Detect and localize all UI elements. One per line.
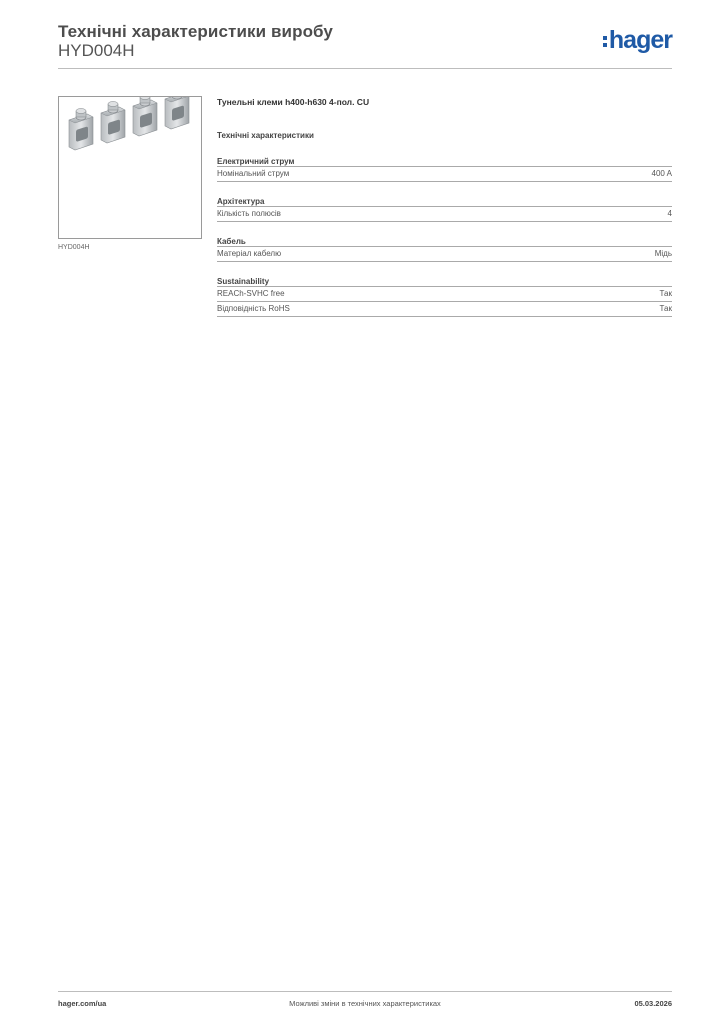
spec-value: 400 A xyxy=(651,169,672,178)
spec-group-sustainability xyxy=(217,276,672,317)
footer-divider xyxy=(58,991,672,992)
photo-caption: HYD004H xyxy=(58,244,90,251)
logo-colon-icon xyxy=(603,34,608,48)
product-code: HYD004H xyxy=(58,41,135,60)
spec-group-title: Електричний струм xyxy=(217,156,672,167)
spec-section xyxy=(217,96,672,317)
spec-group-title: Архітектура xyxy=(217,196,672,207)
spec-group-architecture xyxy=(217,196,672,222)
product-photo-frame xyxy=(58,96,202,239)
page-title: Технічні характеристики виробу xyxy=(58,22,333,41)
logo-text: hager xyxy=(608,26,672,54)
change-notice: Можливі зміни в технічних характеристиках xyxy=(289,999,441,1008)
spec-group-title: Sustainability xyxy=(217,276,672,287)
spec-heading: Технічні характеристики xyxy=(217,131,314,140)
spec-group-title: Кабель xyxy=(217,236,672,247)
spec-label: REACh-SVHC free xyxy=(217,289,285,298)
spec-row xyxy=(217,302,672,317)
spec-group-electric-current xyxy=(217,156,672,182)
header-divider xyxy=(58,68,672,69)
spec-label: Відповідність RoHS xyxy=(217,304,290,313)
spec-label: Матеріал кабелю xyxy=(217,249,282,258)
spec-row xyxy=(217,207,672,222)
page-header xyxy=(58,20,672,70)
spec-group-cable xyxy=(217,236,672,262)
page-footer xyxy=(58,999,672,1011)
website-link[interactable]: hager.com/ua xyxy=(58,999,107,1008)
spec-label: Кількість полюсів xyxy=(217,209,281,218)
spec-value: Так xyxy=(659,289,672,298)
product-name: Тунельні клеми h400-h630 4-пол. CU xyxy=(217,97,370,107)
spec-label: Номінальний струм xyxy=(217,169,290,178)
document-date: 05.03.2026 xyxy=(634,999,672,1008)
spec-row xyxy=(217,247,672,262)
spec-value: Мідь xyxy=(654,249,672,258)
spec-value: Так xyxy=(659,304,672,313)
tunnel-terminals-image xyxy=(59,97,201,238)
spec-row xyxy=(217,167,672,182)
spec-row xyxy=(217,287,672,302)
hager-logo[interactable] xyxy=(603,26,672,55)
spec-value: 4 xyxy=(667,209,672,218)
